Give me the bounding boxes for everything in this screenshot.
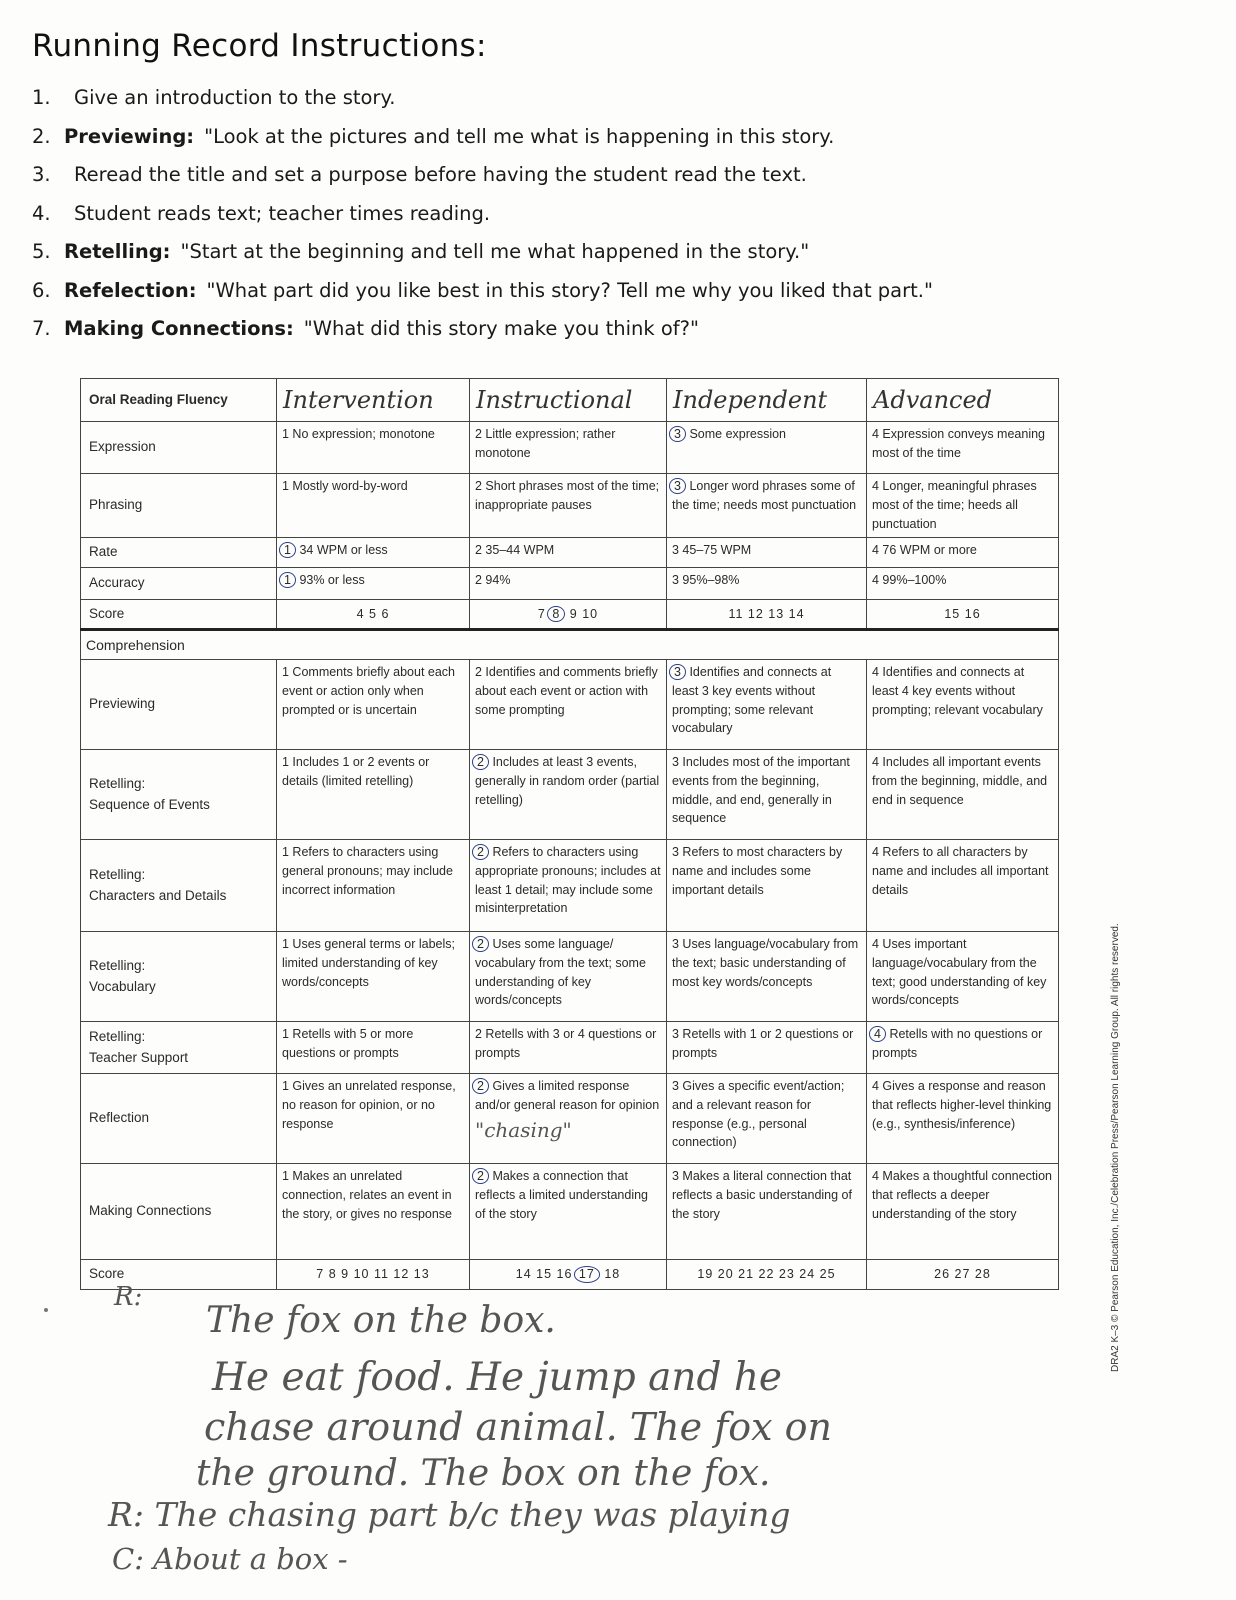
criterion-cell: [867, 840, 1059, 932]
criterion-text: Retells with no questions or prompts: [872, 1027, 1043, 1060]
circled-score: 3: [669, 478, 686, 494]
handwritten-note: "chasing": [475, 1117, 572, 1142]
criterion-text: 34 WPM or less: [299, 543, 388, 557]
criterion-cell: [867, 932, 1059, 1022]
criterion-cell: [470, 660, 667, 750]
criterion-label: Retelling: Sequence of Events: [81, 750, 277, 840]
criterion-text: 3 Uses language/vocabulary from the text; basic understanding of most key words/concepts: [672, 937, 859, 989]
criterion-text: 2 Short phrases most of the time; inappropriate pauses: [475, 479, 660, 512]
criterion-text: 3 Refers to most characters by name and includes some important details: [672, 845, 843, 897]
criterion-text: 3 Includes most of the important events from the beginning, middle, and end, generally in sequence: [672, 755, 850, 826]
circled-score: 3: [669, 426, 686, 442]
criterion-cell: [470, 422, 667, 474]
criterion-cell: [667, 422, 867, 474]
criterion-cell: [667, 1074, 867, 1164]
criterion-cell: [277, 932, 470, 1022]
criterion-text: 1 Mostly word-by-word: [282, 479, 408, 493]
criterion-cell: [277, 538, 470, 568]
criterion-label: Retelling: Vocabulary: [81, 932, 277, 1022]
level-heading: Independent: [667, 379, 867, 422]
criterion-text: 3 Makes a literal connection that reflects a basic understanding of the story: [672, 1169, 852, 1221]
comprehension-row: [81, 1022, 1059, 1074]
criterion-cell: [470, 932, 667, 1022]
criterion-label: Retelling: Teacher Support: [81, 1022, 277, 1074]
criterion-cell: [867, 538, 1059, 568]
criterion-label: Making Connections: [81, 1164, 277, 1260]
criterion-text: Includes at least 3 events, generally in random order (partial retelling): [475, 755, 660, 807]
criterion-cell: [470, 568, 667, 600]
criterion-cell: [470, 1022, 667, 1074]
criterion-cell: [667, 840, 867, 932]
comprehension-row: [81, 840, 1059, 932]
criterion-text: 1 Comments briefly about each event or action only when prompted or is uncertain: [282, 665, 456, 717]
criterion-text: 3 Gives a specific event/action; and a relevant reason for response (e.g., personal connection): [672, 1079, 845, 1150]
criterion-label: Expression: [81, 422, 277, 474]
score-cell: 15 16: [867, 600, 1059, 630]
circled-score: 2: [472, 844, 489, 860]
level-heading: Intervention: [277, 379, 470, 422]
criterion-text: 4 Uses important language/vocabulary from the text; good understanding of key words/concepts: [872, 937, 1047, 1008]
criterion-cell: [470, 750, 667, 840]
criterion-text: Gives a limited response and/or general reason for opinion: [475, 1079, 660, 1112]
criterion-text: Makes a connection that reflects a limited understanding of the story: [475, 1169, 649, 1221]
criterion-text: Refers to characters using appropriate pronouns; includes at least 1 detail; may include some misinterpretation: [475, 845, 661, 916]
criterion-text: 2 35–44 WPM: [475, 543, 555, 557]
instruction-list: [32, 86, 1152, 356]
criterion-cell: [867, 1164, 1059, 1260]
criterion-cell: [277, 1164, 470, 1260]
criterion-label: Rate: [81, 538, 277, 568]
criterion-text: 1 Refers to characters using general pronouns; may include incorrect information: [282, 845, 453, 897]
criterion-cell: [867, 568, 1059, 600]
criterion-text: 3 45–75 WPM: [672, 543, 752, 557]
criterion-text: 1 No expression; monotone: [282, 427, 435, 441]
criterion-cell: [867, 1074, 1059, 1164]
criterion-text: 4 Gives a response and reason that reflects higher-level thinking (e.g., synthesis/inference): [872, 1079, 1052, 1131]
level-heading: Advanced: [867, 379, 1059, 422]
criterion-cell: [667, 750, 867, 840]
criterion-text: 4 Identifies and connects at least 4 key events without prompting; relevant vocabulary: [872, 665, 1043, 717]
reflection-answer: R: The chasing part b/c they was playing: [108, 1495, 791, 1534]
criterion-text: 1 Uses general terms or labels; limited understanding of key words/concepts: [282, 937, 455, 989]
criterion-cell: [667, 474, 867, 538]
copyright-credit: DRA2 K–3 © Pearson Education, Inc./Celebration Press/Pearson Learning Group. All rights reserved.: [1110, 923, 1121, 1372]
criterion-text: 2 Little expression; rather monotone: [475, 427, 616, 460]
criterion-label: Accuracy: [81, 568, 277, 600]
instruction-step: 5. Retelling: "Start at the beginning and tell me what happened in the story.": [32, 240, 810, 263]
criterion-cell: [667, 1164, 867, 1260]
comprehension-header-row: [81, 630, 1059, 660]
connection-answer: C: About a box -: [112, 1542, 348, 1576]
circled-score: 2: [472, 1168, 489, 1184]
instruction-step: 4. Student reads text; teacher times reading.: [32, 201, 491, 225]
criterion-cell: [667, 660, 867, 750]
criterion-label: Retelling: Characters and Details: [81, 840, 277, 932]
comprehension-label: Comprehension: [81, 630, 277, 660]
criterion-text: Longer word phrases some of the time; needs most punctuation: [672, 479, 857, 512]
criterion-cell: [470, 474, 667, 538]
instruction-step: 3. Reread the title and set a purpose before having the student read the text.: [32, 163, 807, 186]
comprehension-row: [81, 1074, 1059, 1164]
criterion-text: 1 Includes 1 or 2 events or details (limited retelling): [282, 755, 430, 788]
circled-total: 8: [547, 606, 565, 622]
score-row: [81, 600, 1059, 630]
fluency-row: [81, 422, 1059, 474]
score-cell: 19 20 21 22 23 24 25: [667, 1260, 867, 1290]
criterion-text: 1 Retells with 5 or more questions or prompts: [282, 1027, 414, 1060]
criterion-cell: [667, 1022, 867, 1074]
criterion-text: Uses some language/ vocabulary from the text; some understanding of key words/concepts: [475, 937, 646, 1008]
fluency-header-row: [81, 379, 1059, 422]
rubric-table: [80, 378, 1059, 1290]
criterion-text: 4 76 WPM or more: [872, 543, 977, 557]
criterion-cell: [867, 660, 1059, 750]
comprehension-row: [81, 750, 1059, 840]
retell-line-3: chase around animal. The fox on: [204, 1405, 833, 1449]
criterion-label: Phrasing: [81, 474, 277, 538]
criterion-label: Reflection: [81, 1074, 277, 1164]
criterion-text: 4 Includes all important events from the beginning, middle, and end in sequence: [872, 755, 1048, 807]
criterion-cell: [277, 422, 470, 474]
criterion-text: 4 Expression conveys meaning most of the time: [872, 427, 1046, 460]
fluency-row: [81, 568, 1059, 600]
criterion-text: 93% or less: [299, 573, 365, 587]
score-cell: 11 12 13 14: [667, 600, 867, 630]
criterion-cell: [277, 840, 470, 932]
retell-prefix: R:: [114, 1282, 143, 1312]
criterion-text: 1 Makes an unrelated connection, relates an event in the story, or gives no response: [282, 1169, 452, 1221]
circled-score: 4: [869, 1026, 886, 1042]
retell-line-1: The fox on the box.: [206, 1300, 556, 1341]
level-heading: Instructional: [470, 379, 667, 422]
criterion-cell: [277, 1022, 470, 1074]
circled-score: 2: [472, 1078, 489, 1094]
circled-total: 17: [574, 1266, 600, 1282]
criterion-text: 2 94%: [475, 573, 511, 587]
score-cell: 26 27 28: [867, 1260, 1059, 1290]
criterion-cell: [470, 1074, 667, 1164]
retell-line-4: the ground. The box on the fox.: [196, 1453, 771, 1494]
score-cell: 4 5 6: [277, 600, 470, 630]
criterion-cell: [470, 1164, 667, 1260]
circled-score: 1: [279, 572, 296, 588]
criterion-cell: [867, 422, 1059, 474]
score-cell: 7 8 9 10 11 12 13: [277, 1260, 470, 1290]
criterion-cell: [277, 750, 470, 840]
retell-line-2: He eat food. He jump and he: [212, 1355, 783, 1400]
criterion-cell: [867, 750, 1059, 840]
criterion-cell: [867, 474, 1059, 538]
fluency-row: [81, 538, 1059, 568]
comprehension-row: [81, 660, 1059, 750]
instruction-step: 6. Refelection: "What part did you like best in this story? Tell me why you liked that part.": [32, 278, 933, 302]
criterion-text: Identifies and connects at least 3 key events without prompting; some relevant vocabulary: [672, 665, 832, 736]
criterion-text: 4 Makes a thoughtful connection that reflects a deeper understanding of the story: [872, 1169, 1052, 1221]
criterion-cell: [470, 538, 667, 568]
fluency-label: Oral Reading Fluency: [81, 379, 277, 422]
instruction-step: 1. Give an introduction to the story.: [32, 86, 396, 109]
score-cell: 7 8 9 10: [470, 600, 667, 630]
criterion-cell: [667, 932, 867, 1022]
circled-score: 2: [472, 754, 489, 770]
criterion-cell: [277, 568, 470, 600]
circled-score: 1: [279, 542, 296, 558]
criterion-cell: [667, 538, 867, 568]
criterion-label: Previewing: [81, 660, 277, 750]
score-cell: 14 15 16 17 18: [470, 1260, 667, 1290]
comprehension-row: [81, 1164, 1059, 1260]
criterion-cell: [867, 1022, 1059, 1074]
criterion-text: 1 Gives an unrelated response, no reason for opinion, or no response: [282, 1079, 456, 1131]
criterion-text: 4 Refers to all characters by name and includes all important details: [872, 845, 1049, 897]
circled-score: 3: [669, 664, 686, 680]
criterion-text: 4 99%–100%: [872, 573, 947, 587]
page-title: Running Record Instructions:: [32, 28, 487, 64]
criterion-cell: [470, 840, 667, 932]
section-spacer: [277, 630, 1059, 660]
criterion-text: 3 Retells with 1 or 2 questions or prompts: [672, 1027, 854, 1060]
criterion-cell: [277, 660, 470, 750]
instruction-step: 7. Making Connections: "What did this story make you think of?": [32, 317, 699, 340]
score-label: Score: [81, 600, 277, 630]
score-label: Score: [81, 1260, 277, 1290]
circled-score: 2: [472, 936, 489, 952]
criterion-text: 2 Identifies and comments briefly about each event or action with some prompting: [475, 665, 658, 717]
instruction-step: 2. Previewing: "Look at the pictures and tell me what is happening in this story.: [32, 124, 835, 148]
criterion-text: 3 95%–98%: [672, 573, 740, 587]
criterion-text: Some expression: [689, 427, 787, 441]
score-row: [81, 1260, 1059, 1290]
comprehension-row: [81, 932, 1059, 1022]
criterion-text: 2 Retells with 3 or 4 questions or prompts: [475, 1027, 657, 1060]
fluency-row: [81, 474, 1059, 538]
criterion-text: 4 Longer, meaningful phrases most of the time; heeds all punctuation: [872, 479, 1037, 531]
criterion-cell: [277, 1074, 470, 1164]
criterion-cell: [667, 568, 867, 600]
margin-dot: [44, 1308, 48, 1312]
criterion-cell: [277, 474, 470, 538]
